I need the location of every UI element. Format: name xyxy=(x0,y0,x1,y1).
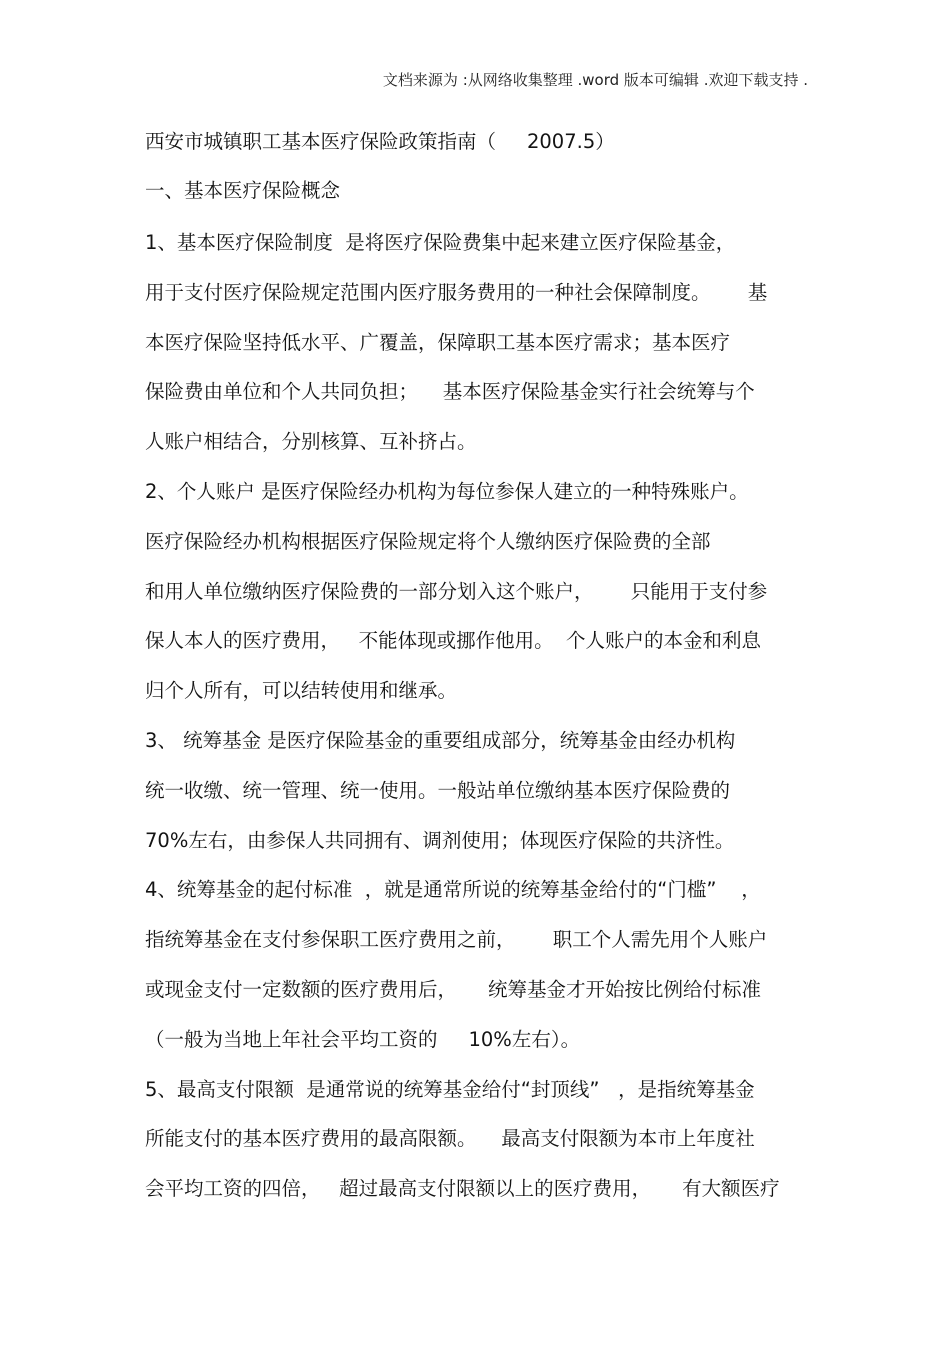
paragraph-line: 统一收缴、统一管理、统一使用。一般站单位缴纳基本医疗保险费的 xyxy=(145,779,731,802)
paragraph-line: 3、 统筹基金 是医疗保险基金的重要组成部分，统筹基金由经办机构 xyxy=(145,729,736,752)
paragraph-line: 5、最高支付限额 是通常说的统筹基金给付“封顶线” ，是指统筹基金 xyxy=(145,1078,755,1101)
paragraph-line: 1、基本医疗保险制度 是将医疗保险费集中起来建立医疗保险基金， xyxy=(145,231,736,254)
paragraph-line: 和用人单位缴纳医疗保险费的一部分划入这个账户， 只能用于支付参 xyxy=(145,580,768,603)
section-heading: 一、基本医疗保险概念 xyxy=(145,179,341,202)
paragraph-line: 指统筹基金在支付参保职工医疗费用之前， 职工个人需先用个人账户 xyxy=(145,928,768,951)
paragraph-line: 归个人所有，可以结转使用和继承。 xyxy=(145,679,458,702)
paragraph-line: 保险费由单位和个人共同负担； 基本医疗保险基金实行社会统筹与个 xyxy=(145,380,755,403)
paragraph-line: 人账户相结合，分别核算、互补挤占。 xyxy=(145,430,477,453)
paragraph-line: 4、统筹基金的起付标准 ，就是通常所说的统筹基金给付的“门槛” ， xyxy=(145,878,761,901)
paragraph-line: 70%左右，由参保人共同拥有、调剂使用；体现医疗保险的共济性。 xyxy=(145,829,735,852)
paragraph-line: （一般为当地上年社会平均工资的 10%左右）。 xyxy=(145,1028,581,1051)
document-title: 西安市城镇职工基本医疗保险政策指南（ 2007.5） xyxy=(145,130,615,153)
paragraph-line: 保人本人的医疗费用， 不能体现或挪作他用。 个人账户的本金和利息 xyxy=(145,629,761,652)
paragraph-line: 或现金支付一定数额的医疗费用后， 统筹基金才开始按比例给付标准 xyxy=(145,978,761,1001)
paragraph-line: 会平均工资的四倍， 超过最高支付限额以上的医疗费用， 有大额医疗 xyxy=(145,1177,780,1200)
paragraph-line: 2、个人账户 是医疗保险经办机构为每位参保人建立的一种特殊账户。 xyxy=(145,480,749,503)
paragraph-line: 本医疗保险坚持低水平、广覆盖，保障职工基本医疗需求；基本医疗 xyxy=(145,331,731,354)
page-header: 文档来源为 :从网络收集整理 .word 版本可编辑 .欢迎下载支持 . xyxy=(382,71,808,89)
paragraph-line: 医疗保险经办机构根据医疗保险规定将个人缴纳医疗保险费的全部 xyxy=(145,530,711,553)
paragraph-line: 所能支付的基本医疗费用的最高限额。 最高支付限额为本市上年度社 xyxy=(145,1127,755,1150)
paragraph-line: 用于支付医疗保险规定范围内医疗服务费用的一种社会保障制度。 基 xyxy=(145,281,768,304)
